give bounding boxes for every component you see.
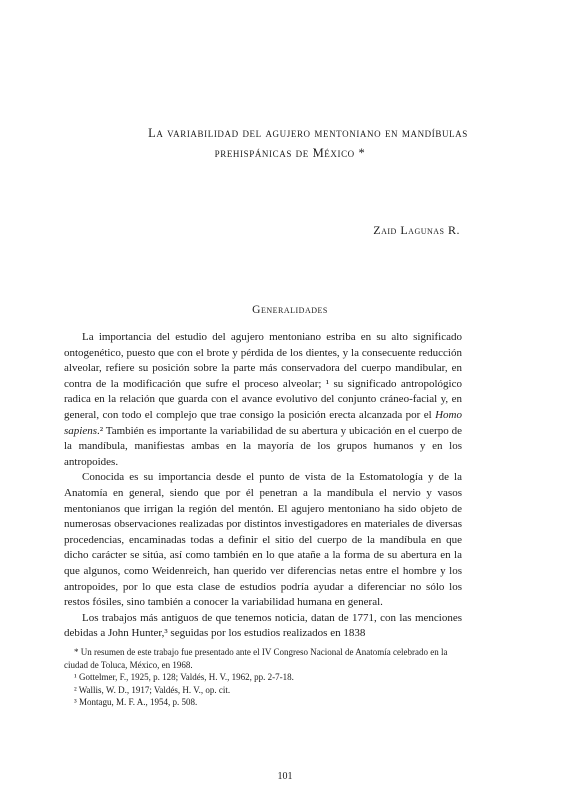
paragraph-3 bbox=[64, 611, 462, 642]
section-heading: Generalidades bbox=[252, 304, 328, 316]
footnote-1: ¹ Gottelmer, F., 1925, p. 128; Valdés, H. V., 1962, pp. 2-7-18. bbox=[74, 672, 294, 682]
page-number: 101 bbox=[277, 771, 293, 782]
article-title-line-1: La variabilidad del agujero mentoniano en mandíbulas bbox=[148, 126, 468, 140]
footnote-3: ³ Montagu, M. F. A., 1954, p. 508. bbox=[74, 697, 198, 707]
footnote-star: * Un resumen de este trabajo fue presentado ante el IV Congreso Nacional de Anatomía celebrado en la ciudad de Toluca, México, en 1968. bbox=[64, 647, 448, 670]
footnote-2: ² Wallis, W. D., 1917; Valdés, H. V., op. cit. bbox=[74, 684, 231, 695]
paragraph-1-text-a: La importancia del estudio del agujero mentoniano estriba en su alto significado ontogenético, puesto que con el brote y pérdida de los dientes, y la consecuente reducción alveolar, refiere su posición sobre la parte más conservadora del cuerpo mandibular, en contra de la modificación que sufre el proceso alveolar; ¹ su significado antropológico radica en la relación que guarda con el avance evolutivo del conjunto cráneo-facial y, en general, con todo el complejo que trae consigo la posición erecta alcanzada por el bbox=[64, 331, 462, 421]
body-text bbox=[64, 330, 462, 642]
author-name: Zaid Lagunas R. bbox=[373, 223, 460, 237]
paragraph-1-text-b: .² También es importante la variabilidad de su abertura y ubicación en el cuerpo de la mandíbula, manifiestas ambas en la mayoría de los grupos humanos y en los antropoides. bbox=[64, 424, 462, 468]
paragraph-1-italic: Homo sapiens bbox=[64, 408, 462, 437]
article-title-line-2: prehispánicas de México * bbox=[214, 146, 366, 160]
paragraph-2 bbox=[64, 470, 462, 610]
paragraph-3-text: Los trabajos más antiguos de que tenemos noticia, datan de 1771, con las menciones debidas a John Hunter,³ seguidas por los estudios realizados en 1838 bbox=[64, 611, 462, 640]
paragraph-2-text: Conocida es su importancia desde el punto de vista de la Estomatología y de la Anatomía en general, siendo que por él penetran a la mandíbula el nervio y vasos mentonianos que irrigan la región del mentón. El agujero mentoniano ha sido objeto de numerosas observaciones realizadas por distintos investigadores en materiales de diversas procedencias, encaminadas todas a definir el sitio del cuerpo de la mandíbula en que dicho carácter se sitúa, así como también en lo que atañe a la forma de su abertura en la que algunos, como Weidenreich, han querido ver diferencias netas entre el hombre y los antropoides, por lo que esta clase de estudios podría ayudar a diferenciar no sólo los restos fósiles, sino también a conocer la variabilidad humana en general. bbox=[64, 471, 462, 609]
footnotes bbox=[64, 646, 462, 709]
paragraph-1 bbox=[64, 330, 462, 470]
